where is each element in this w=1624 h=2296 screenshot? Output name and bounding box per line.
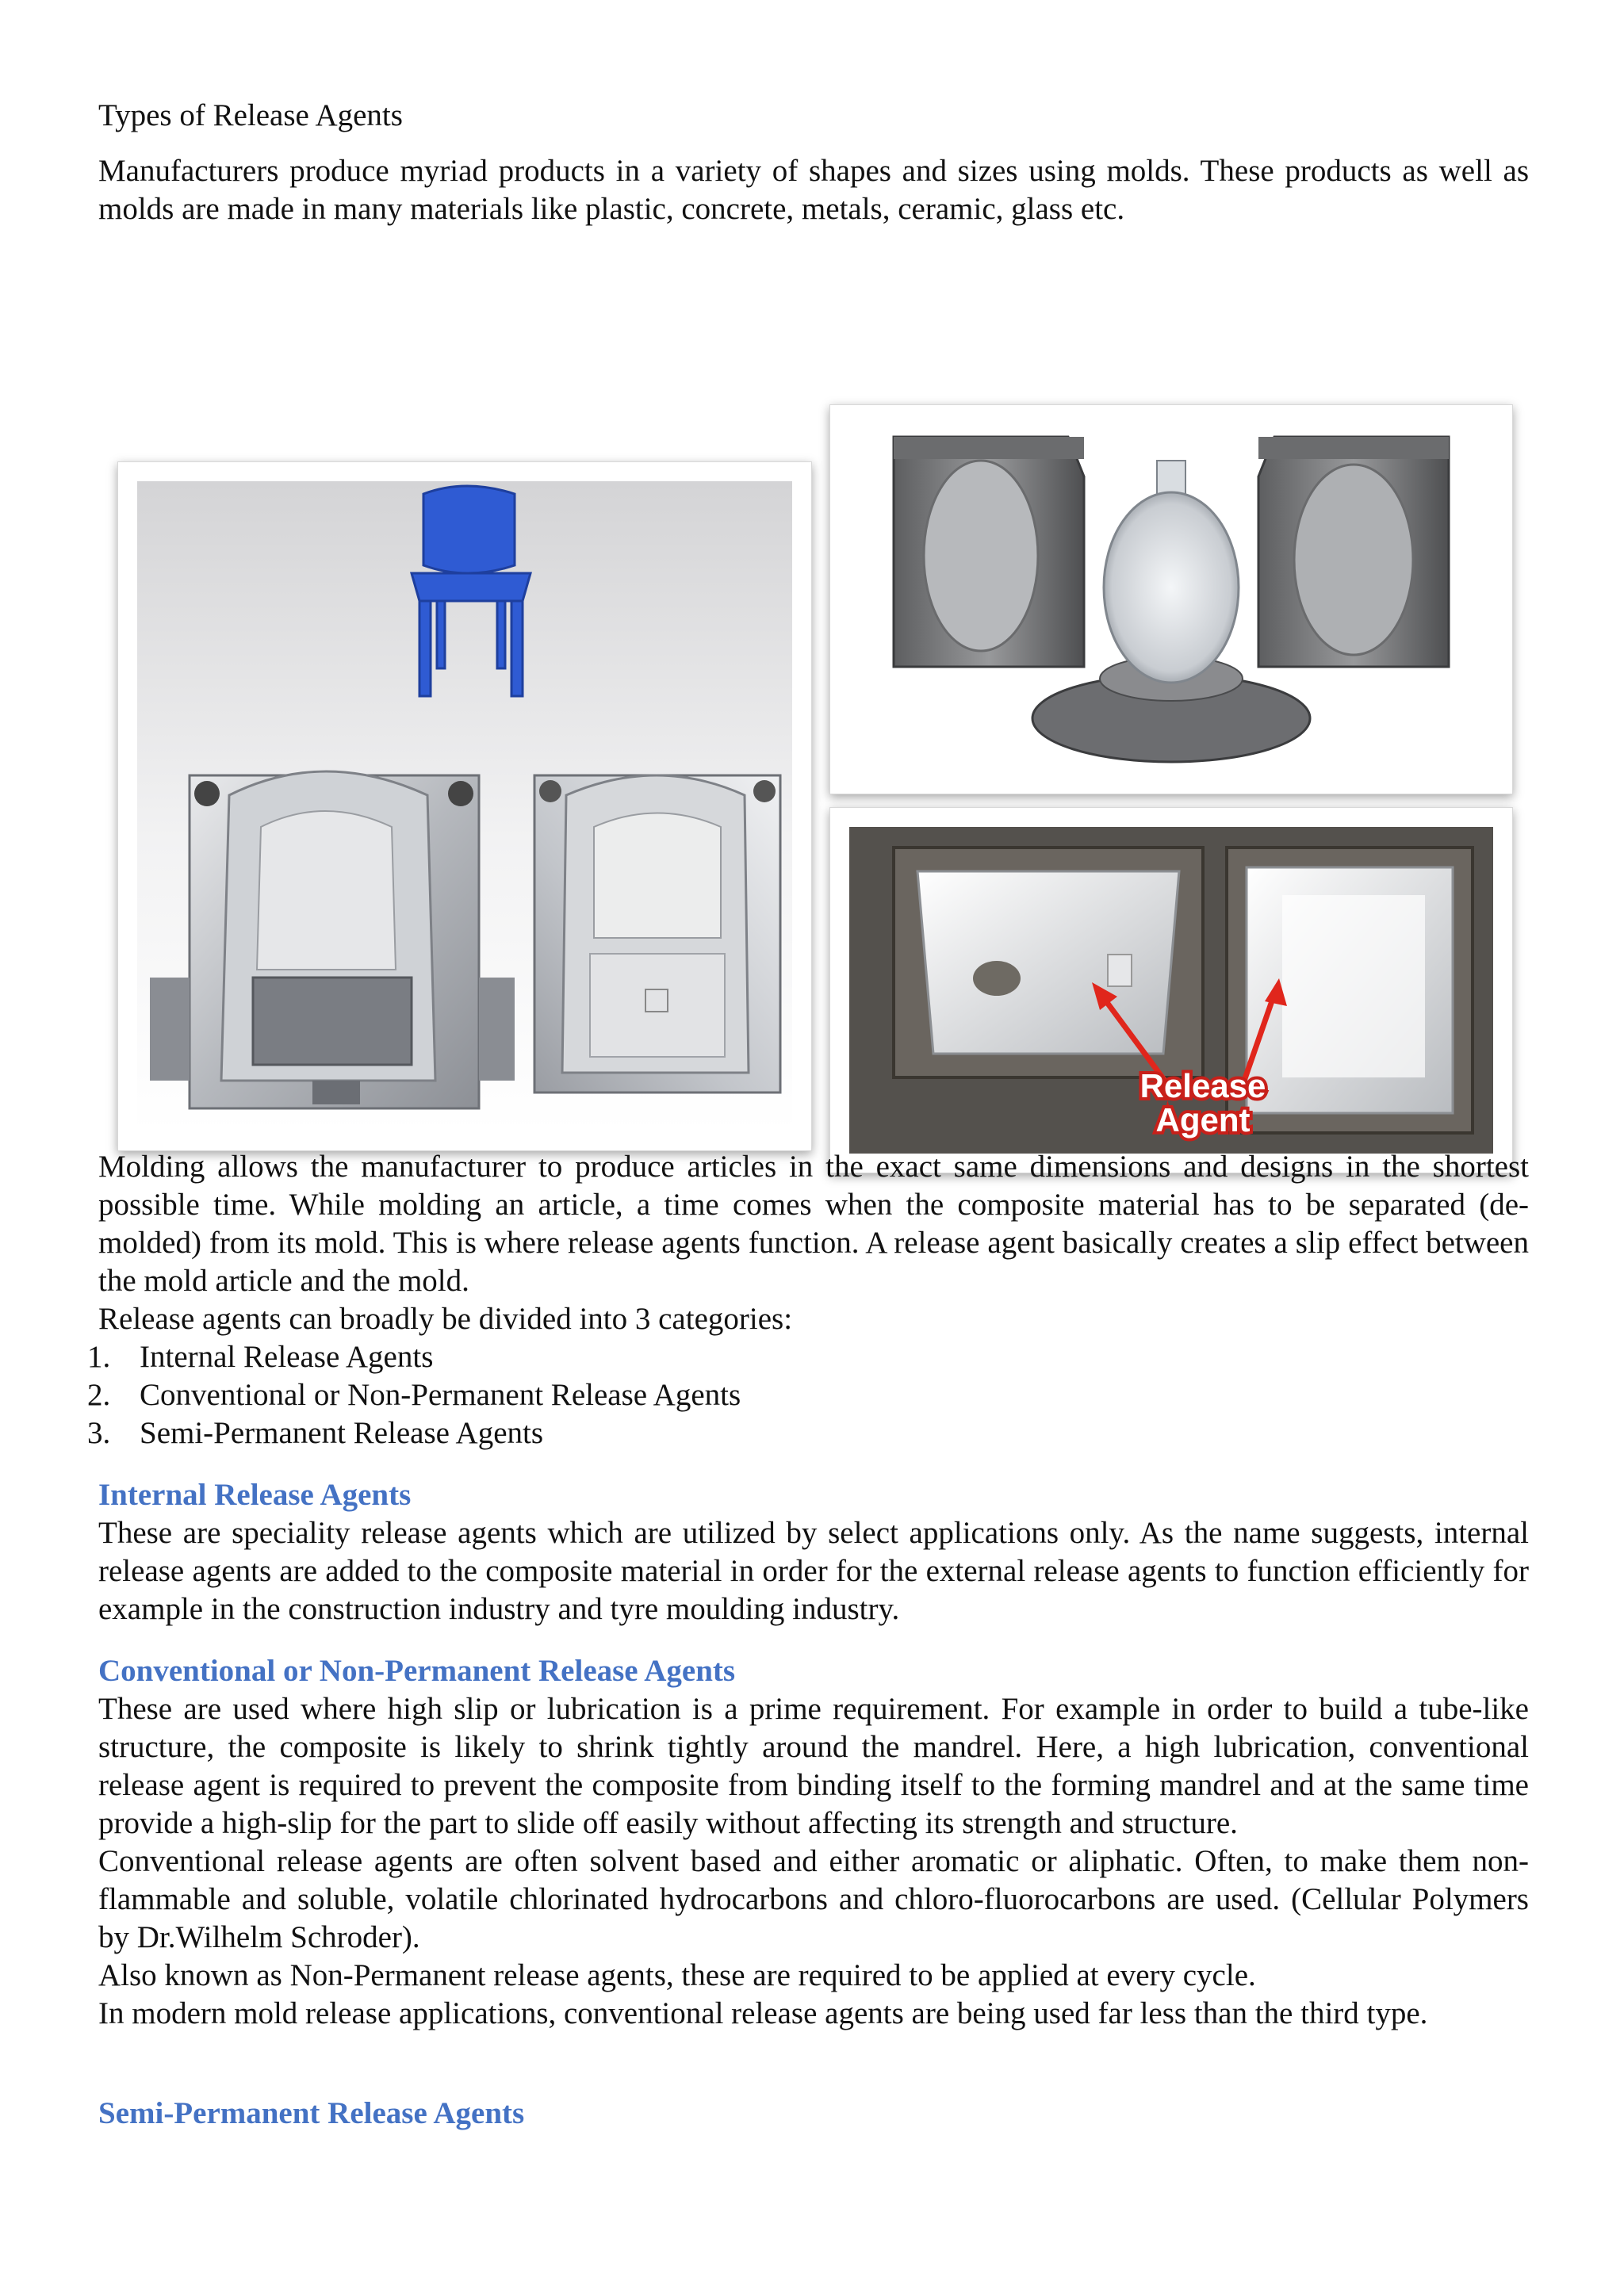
list-number: 2. (87, 1378, 111, 1412)
conventional-paragraph-2: Conventional release agents are often solvent based and either aromatic or aliphatic. Often, to make them non-flammable and soluble, volatile chlorinated hydrocarbons and chloro-fluorocarbons are used. (Cellular Polymers by Dr.Wilhelm Schroder). (98, 1844, 1529, 1954)
conventional-paragraph-3: Also known as Non-Permanent release agents, these are required to be applied at every cycle. (98, 1958, 1256, 1992)
list-label: Conventional or Non-Permanent Release Agents (140, 1378, 741, 1412)
left-mold-half (150, 771, 515, 1108)
internal-paragraph: These are speciality release agents which are utilized by select applications only. As the name suggests, internal release agents are added to the composite material in order for the external release agents to function efficiently for example in the construction industry and tyre moulding industry. (98, 1516, 1529, 1626)
bottle-mold-image (830, 405, 1512, 794)
bottle-mold-photo (829, 404, 1513, 794)
page-title: Types of Release Agents (98, 98, 403, 132)
list-label: Internal Release Agents (140, 1340, 434, 1374)
chair-mold-photo (117, 461, 812, 1151)
conventional-paragraph-1: These are used where high slip or lubrication is a prime requirement. For example in order to build a tube-like structure, the composite is likely to shrink tightly around the mandrel. Here, a high lubrication, conventional release agent is required to prevent the composite from binding itself to the forming mandrel and at the same time provide a high-slip for the part to slide off easily without affecting its strength and structure. (98, 1692, 1529, 1840)
categories-list (87, 1338, 1529, 1452)
list-item (87, 1414, 1529, 1452)
callout-release: Release (1139, 1067, 1266, 1104)
left-tray (894, 848, 1203, 1077)
mold-figure (98, 308, 1529, 1138)
release-agent-callout (1140, 1067, 1266, 1138)
list-number: 3. (87, 1416, 111, 1450)
callout-agent: Agent (1155, 1101, 1251, 1138)
list-number: 1. (87, 1340, 111, 1374)
molding-paragraph: Molding allows the manufacturer to produce articles in the exact same dimensions and designs in the shortest possible time. While molding an article, a time comes when the composite material has to be separated (de-molded) from its mold. This is where release agents function. A release agent basically creates a slip effect between the mold article and the mold. (98, 1150, 1529, 1298)
list-item (87, 1338, 1529, 1376)
intro-paragraph: Manufacturers produce myriad products in a variety of shapes and sizes using molds. These products as well as molds are made in many materials like plastic, concrete, metals, ceramic, glass etc. (98, 154, 1529, 226)
semi-permanent-heading: Semi-Permanent Release Agents (98, 2096, 525, 2130)
categories-intro: Release agents can broadly be divided into 3 categories: (98, 1302, 793, 1336)
conventional-paragraph-4: In modern mold release applications, conventional release agents are being used far less than the third type. (98, 1996, 1428, 2030)
semi-permanent-section (98, 2095, 1529, 2133)
list-label: Semi-Permanent Release Agents (140, 1416, 544, 1450)
conventional-heading: Conventional or Non-Permanent Release Agents (98, 1654, 736, 1688)
release-agent-mold-photo (829, 807, 1513, 1173)
conventional-section (98, 1652, 1529, 2033)
internal-section (98, 1476, 1529, 1628)
body-content (87, 1148, 1529, 2133)
internal-heading: Internal Release Agents (98, 1478, 412, 1512)
right-bottle-cavity (1258, 437, 1449, 667)
list-item (87, 1376, 1529, 1414)
document-page (87, 95, 1529, 2130)
right-mold-half (534, 775, 780, 1093)
release-agent-image (830, 808, 1512, 1173)
chair-mold-image (118, 462, 811, 1150)
left-bottle-cavity (894, 437, 1084, 667)
